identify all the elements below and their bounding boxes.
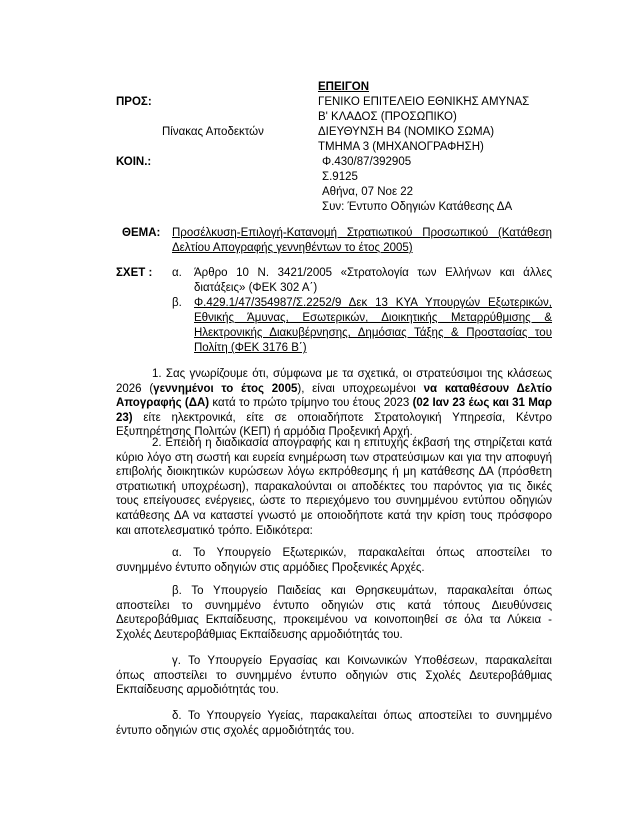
- reference-b-line-4: Πολίτη (ΦΕΚ 3176 Β΄): [194, 342, 307, 354]
- subject-line-1: Προσέλκυση-Επιλογή-Κατανομή Στρατιωτικού Προσωπικού (Κατάθεση: [172, 227, 552, 239]
- to-line-1: ΓΕΝΙΚΟ ΕΠΙΤΕΛΕΙΟ ΕΘΝΙΚΗΣ ΑΜΥΝΑΣ: [318, 96, 530, 108]
- reference-a-line-2: διατάξεις» (ΦΕΚ 302 Α΄): [194, 282, 318, 294]
- subject-line-2: Δελτίου Απογραφής γεννηθέντων το έτος 2005): [172, 242, 413, 254]
- classification-label: ΕΠΕΙΓΟΝ: [318, 81, 370, 93]
- paragraph-2b: β. Το Υπουργείο Παιδείας και Θρησκευμάτων, παρακαλείται όπως αποστείλει το συνημμένο έντυπο οδηγιών στις κατά τόπους Διευθύνσεις Δευτεροβάθμιας Εκπαίδευσης, προκειμένου να κοινοποιηθεί σε όλα τα Λύκεια - Σχολές Δευτεροβάθμιας Εκπαίδευσης αρμοδιότητάς του.: [116, 585, 552, 641]
- to-line-4: ΤΜΗΜΑ 3 (ΜΗΧΑΝΟΓΡΑΦΗΣΗ): [318, 141, 484, 153]
- reference-b-line-2: Εθνικής Άμυνας, Εσωτερικών, Διοικητικής Μεταρρύθμισης &: [194, 312, 552, 324]
- references-label: ΣΧΕΤ :: [116, 267, 153, 279]
- paragraph-2a: α. Το Υπουργείο Εξωτερικών, παρακαλείται όπως αποστείλει το συνημμένο έντυπο οδηγιών στις αρμόδιες Προξενικές Αρχές.: [116, 547, 552, 574]
- reference-a-marker: α.: [172, 267, 182, 279]
- cc-label: ΚΟΙΝ.:: [116, 156, 152, 168]
- ref-code: Σ.9125: [322, 171, 358, 183]
- paragraph-2d: δ. Το Υπουργείο Υγείας, παρακαλείται όπως αποστείλει το συνημμένο έντυπο οδηγιών στις σχολές αρμοδιότητάς του.: [116, 710, 552, 737]
- to-line-3: ΔΙΕΥΘΥΝΣΗ Β4 (ΝΟΜΙΚΟ ΣΩΜΑ): [318, 126, 495, 138]
- recipients-table-label: Πίνακας Αποδεκτών: [162, 126, 264, 138]
- subject-label: ΘΕΜΑ:: [122, 227, 161, 239]
- reference-a-line-1: Άρθρο 10 Ν. 3421/2005 «Στρατολογία των Ελλήνων και άλλες: [194, 267, 552, 279]
- to-line-2: Β' ΚΛΑΔΟΣ (ΠΡΟΣΩΠΙΚΟ): [318, 111, 457, 123]
- attachment-line: Συν: Έντυπο Οδηγιών Κατάθεσης ΔΑ: [322, 201, 513, 213]
- paragraph-2c: γ. Το Υπουργείο Εργασίας και Κοινωνικών Υποθέσεων, παρακαλείται όπως αποστείλει το συνημμένο έντυπο οδηγιών στις Σχολές Δευτεροβάθμιας Εκπαίδευσης αρμοδιότητάς του.: [116, 655, 552, 697]
- reference-b-line-1: Φ.429.1/47/354987/Σ.2252/9 Δεκ 13 ΚΥΑ Υπουργών Εξωτερικών,: [194, 297, 552, 309]
- date-line: Αθήνα, 07 Νοε 22: [322, 186, 414, 198]
- reference-b-marker: β.: [172, 297, 182, 309]
- paragraph-1: 1. Σας γνωρίζουμε ότι, σύμφωνα με τα σχετικά, οι στρατεύσιμοι της κλάσεως 2026 (γεννημένοι το έτος 2005), είναι υποχρεωμένοι να καταθέσουν Δελτίο Απογραφής (ΔΑ) κατά το πρώτο τρίμηνο του έτους 2023 (02 Ιαν 23 έως και 31 Μαρ 23) είτε ηλεκτρονικά, είτε σε οποιαδήποτε Στρατολογική Υπηρεσία, Κέντρο Εξυπηρέτησης Πολιτών (ΚΕΠ) ή αρμόδια Προξενική Αρχή.: [116, 368, 552, 439]
- paragraph-2: 2. Επειδή η διαδικασία απογραφής και η επιτυχής έκβασή της στηρίζεται κατά κύριο λόγο στη σωστή και ευρεία ενημέρωση των στρατεύσιμων και για την αποφυγή επιβολής διοικητικών κυρώσεων λόγω εκπρόθεσμης ή μη κατάθεσης ΔΑ (πρόσθετη στρατιωτική υποχρέωση), παρακαλούνται οι αποδέκτες του παρόντος για τις δικές τους επείγουσες ενέργειες, ώστε το περιεχόμενο του συνημμένου εντύπου οδηγιών κατάθεσης ΔΑ να καταστεί γνωστό με οποιοδήποτε κατά την κρίση τους πρόσφορο και αποτελεσματικό τρόπο. Ειδικότερα:: [116, 437, 552, 537]
- ref-number: Φ.430/87/392905: [322, 156, 412, 168]
- reference-b-line-3: Ηλεκτρονικής Διακυβέρνησης, Δημόσιας Τάξης & Προστασίας του: [194, 327, 552, 339]
- to-label: ΠΡΟΣ:: [116, 96, 152, 108]
